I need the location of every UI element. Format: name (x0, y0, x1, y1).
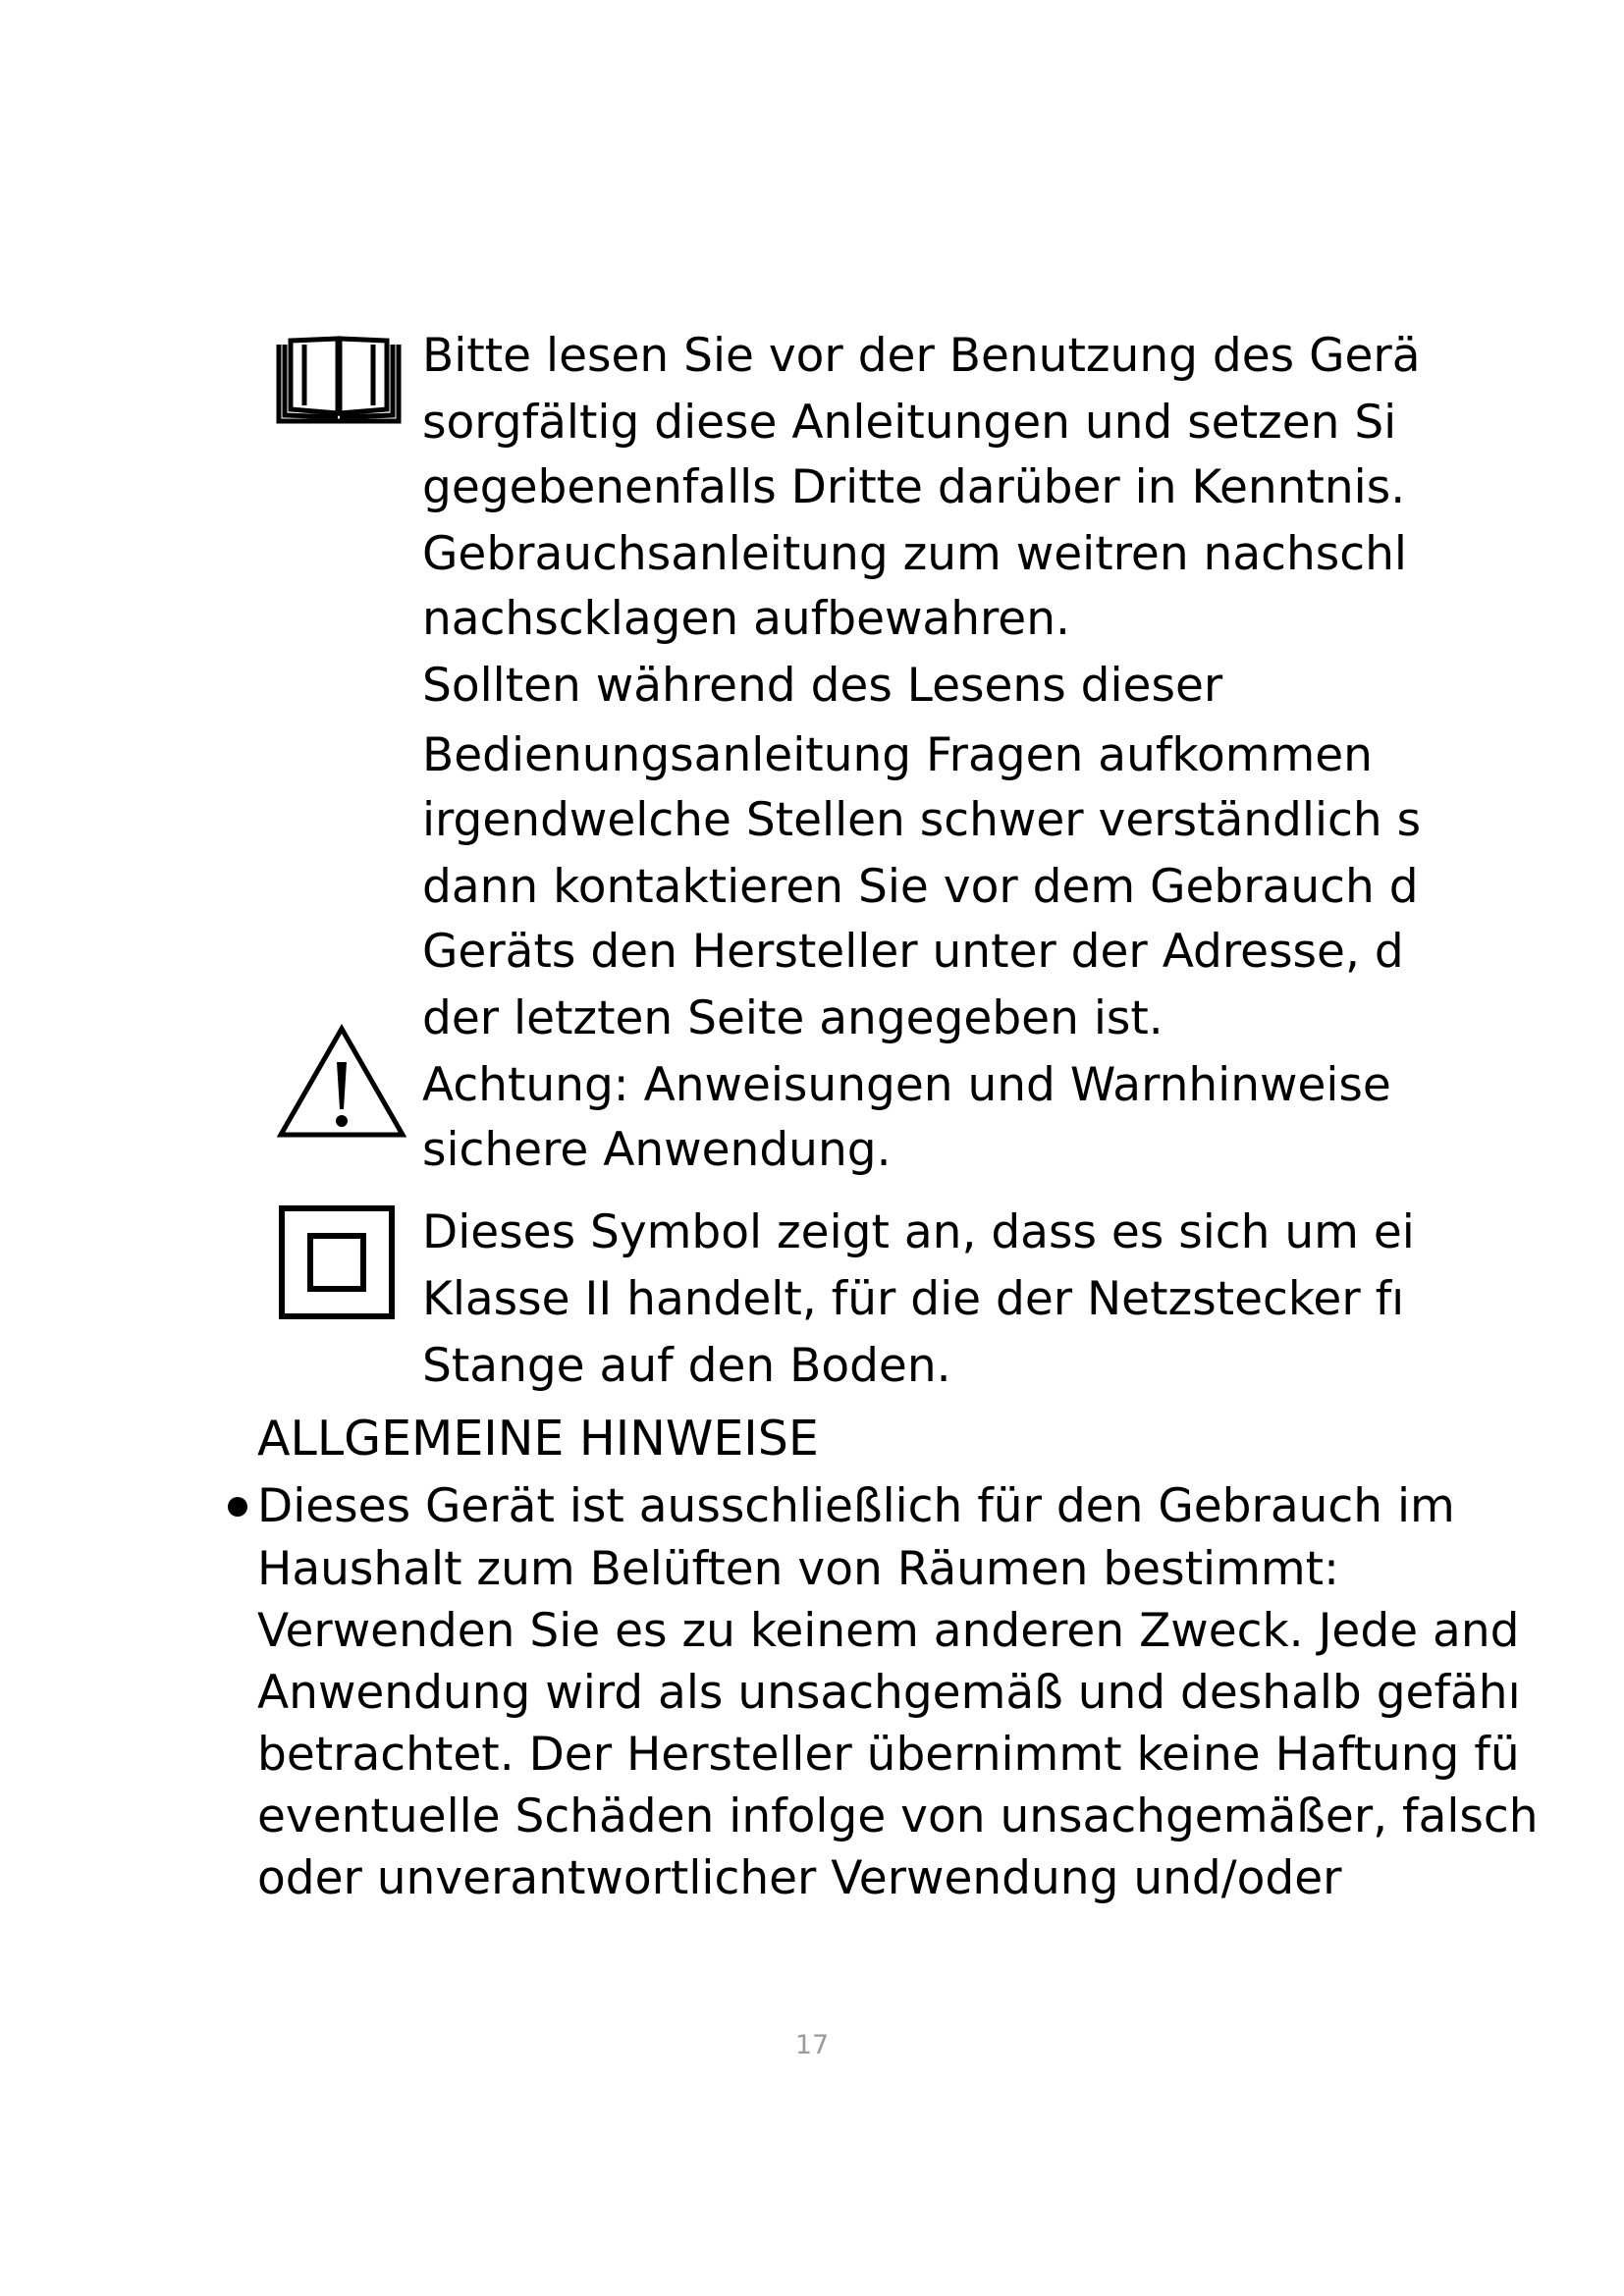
warning-line-2: sichere Anwendung. (422, 1123, 892, 1177)
warning-triangle-icon (275, 1023, 408, 1141)
intro-line-2: sorgfältig diese Anleitungen und setzen Si (422, 396, 1397, 450)
double-square-icon (278, 1204, 396, 1320)
class2-line-3: Stange auf den Boden. (422, 1339, 951, 1393)
intro-line-11: der letzten Seite angegeben ist. (422, 991, 1164, 1045)
intro-line-7: Bedienungsanleitung Fragen aufkommen (422, 728, 1373, 782)
general-line-5: betrachtet. Der Hersteller übernimmt keine Haftung fü (257, 1728, 1520, 1782)
warning-text: : Anweisungen und Warnhinweise (613, 1058, 1391, 1112)
warning-label: Achtung (422, 1058, 614, 1112)
intro-line-3: gegebenenfalls Dritte darüber in Kenntnis. (422, 460, 1406, 514)
general-line-1: Dieses Gerät ist ausschließlich für den Gebrauch im (257, 1479, 1455, 1533)
intro-line-9: dann kontaktieren Sie vor dem Gebrauch d (422, 860, 1419, 914)
warning-line-1 (422, 1056, 1453, 1115)
intro-line-5: nachscklagen aufbewahren. (422, 592, 1070, 646)
general-line-3: Verwenden Sie es zu keinem anderen Zweck. Jede and (257, 1604, 1520, 1658)
intro-line-10: Geräts den Hersteller unter der Adresse, d (422, 925, 1404, 979)
general-line-7: oder unverantwortlicher Verwendung und/oder (257, 1851, 1342, 1905)
intro-line-6: Sollten während des Lesens dieser (422, 659, 1223, 713)
general-line-2: Haushalt zum Belüften von Räumen bestimmt: (257, 1542, 1339, 1596)
page-number: 17 (794, 2030, 830, 2060)
class2-line-1: Dieses Symbol zeigt an, dass es sich um ei (422, 1205, 1415, 1259)
class2-line-2: Klasse II handelt, für die der Netzstecker fı (422, 1272, 1405, 1326)
intro-line-8: irgendwelche Stellen schwer verständlich s (422, 793, 1422, 847)
open-book-icon (275, 331, 403, 427)
intro-line-4: Gebrauchsanleitung zum weitren nachschl (422, 527, 1407, 581)
section-heading: ALLGEMEINE HINWEISE (257, 1411, 819, 1467)
general-line-4: Anwendung wird als unsachgemäß und deshalb gefähı (257, 1666, 1521, 1720)
bullet-dot (228, 1497, 247, 1517)
general-line-6: eventuelle Schäden infolge von unsachgemäßer, falsch (257, 1789, 1539, 1843)
intro-line-1: Bitte lesen Sie vor der Benutzung des Gerä (422, 329, 1421, 383)
